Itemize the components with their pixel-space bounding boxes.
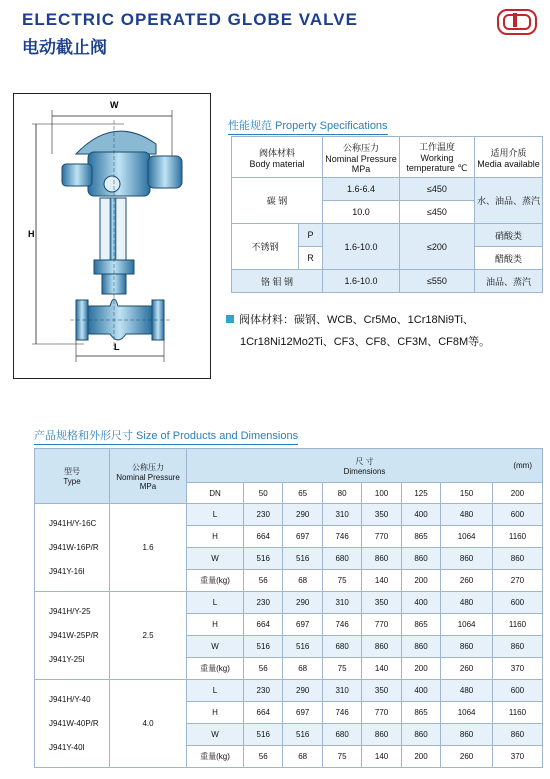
- dimension-value: 370: [492, 658, 542, 680]
- material-note-line2: 1Cr18Ni12Mo2Ti、CF3、CF8、CF3M、CF8M等。: [240, 336, 491, 348]
- dimension-value: 1064: [441, 526, 493, 548]
- dimension-value: 400: [401, 592, 440, 614]
- row-label: H: [187, 702, 244, 724]
- dimension-value: 350: [362, 504, 401, 526]
- page-title-en: ELECTRIC OPERATED GLOBE VALVE: [22, 10, 358, 29]
- spec-media-cell: 硝酸类: [474, 224, 542, 247]
- row-label: 重量(kg): [187, 746, 244, 768]
- valve-body: [88, 299, 152, 340]
- spec-section-title: 性能规范 Property Specifications: [228, 117, 388, 135]
- dimension-value: 310: [322, 680, 361, 702]
- dim-head-pressure-en: Nominal Pressure MPa: [116, 472, 180, 491]
- motor-left: [62, 164, 92, 186]
- dim-head-dimensions-en: Dimensions: [343, 466, 386, 476]
- dimension-value: 370: [492, 746, 542, 768]
- l-label: L: [114, 342, 120, 352]
- spec-head-media-en: Media available: [477, 158, 540, 169]
- dim-head-type-cn: 型号: [64, 467, 80, 476]
- motor-right: [148, 156, 182, 188]
- row-label: H: [187, 526, 244, 548]
- dimension-value: 140: [362, 658, 401, 680]
- dn-value: 65: [283, 483, 322, 504]
- dimension-value: 860: [441, 724, 493, 746]
- spec-head-material: [232, 137, 323, 178]
- row-label: W: [187, 548, 244, 570]
- table-row: [35, 680, 543, 702]
- row-label: 重量(kg): [187, 658, 244, 680]
- spec-head-media: [474, 137, 542, 178]
- dimension-value: 860: [362, 548, 401, 570]
- spec-head-temp-cn: 工作温度: [418, 142, 455, 152]
- dimension-value: 600: [492, 592, 542, 614]
- dn-value: 150: [441, 483, 493, 504]
- dimension-value: 860: [492, 548, 542, 570]
- dim-section-title: 产品规格和外形尺寸 Size of Products and Dimensions: [34, 427, 298, 445]
- dim-unit: (mm): [513, 461, 532, 470]
- bullet-square-icon: [226, 315, 234, 323]
- dimension-value: 770: [362, 614, 401, 636]
- model-name: J941H/Y-16C: [49, 518, 97, 528]
- spec-head-pressure-en: Nominal Pressure MPa: [325, 153, 397, 174]
- spec-table: [231, 136, 543, 293]
- dim-head-type-en: Type: [63, 477, 81, 486]
- dn-value: 125: [401, 483, 440, 504]
- dimension-value: 746: [322, 526, 361, 548]
- dimension-value: 860: [441, 548, 493, 570]
- spec-media-cell: 醋酸类: [474, 247, 542, 270]
- dimension-value: 865: [401, 614, 440, 636]
- dimension-value: 230: [244, 504, 283, 526]
- spec-sub-r: R: [298, 247, 322, 270]
- material-note: [226, 309, 546, 353]
- company-logo: [497, 9, 537, 35]
- dimension-value: 600: [492, 504, 542, 526]
- dimension-value: 746: [322, 614, 361, 636]
- model-cell: [35, 592, 110, 680]
- dimension-value: 1160: [492, 614, 542, 636]
- spec-pressure-cell: 1.6-10.0: [322, 224, 399, 270]
- dimension-value: 480: [441, 504, 493, 526]
- table-row: [35, 592, 543, 614]
- dimension-value: 200: [401, 746, 440, 768]
- spec-sub-p: P: [298, 224, 322, 247]
- dimension-value: 140: [362, 746, 401, 768]
- dimension-value: 697: [283, 702, 322, 724]
- dimension-value: 200: [401, 570, 440, 592]
- spec-pressure-cell: 1.6-6.4: [322, 178, 399, 201]
- dn-value: 100: [362, 483, 401, 504]
- dimension-value: 770: [362, 526, 401, 548]
- dimension-value: 480: [441, 680, 493, 702]
- dim-head-dimensions-cn: 尺 寸: [355, 456, 374, 466]
- spec-temp-cell: ≤200: [399, 224, 474, 270]
- dimension-value: 664: [244, 614, 283, 636]
- dn-value: 200: [492, 483, 542, 504]
- dimension-value: 860: [362, 636, 401, 658]
- dimension-value: 56: [244, 746, 283, 768]
- spec-head-material-cn: 阀体材料: [258, 147, 295, 158]
- dimension-value: 697: [283, 526, 322, 548]
- dimension-value: 1064: [441, 702, 493, 724]
- dim-head-pressure: [110, 449, 187, 504]
- dimension-value: 1160: [492, 702, 542, 724]
- spec-temp-cell: ≤450: [399, 178, 474, 201]
- dimension-value: 860: [401, 724, 440, 746]
- valve-drawing: [13, 93, 211, 379]
- logo-inner-ring: [503, 14, 531, 30]
- dimension-value: 140: [362, 570, 401, 592]
- row-label: L: [187, 504, 244, 526]
- spec-head-material-en: Body material: [249, 158, 305, 169]
- row-label: H: [187, 614, 244, 636]
- dimension-value: 75: [322, 746, 361, 768]
- dimension-value: 230: [244, 592, 283, 614]
- dimension-value: 697: [283, 614, 322, 636]
- row-label: L: [187, 592, 244, 614]
- dn-value: 50: [244, 483, 283, 504]
- dimension-value: 75: [322, 658, 361, 680]
- dn-label: DN: [187, 483, 244, 504]
- spec-head-pressure: [322, 137, 399, 178]
- stem: [110, 198, 116, 262]
- pressure-cell: 4.0: [110, 680, 187, 768]
- material-note-line1: [226, 309, 546, 331]
- handwheel: [76, 131, 156, 154]
- dimension-value: 400: [401, 504, 440, 526]
- row-label: W: [187, 636, 244, 658]
- dimension-value: 310: [322, 504, 361, 526]
- dimension-value: 516: [283, 636, 322, 658]
- dimension-value: 400: [401, 680, 440, 702]
- dimension-value: 680: [322, 548, 361, 570]
- dimension-value: 860: [362, 724, 401, 746]
- dimension-value: 68: [283, 658, 322, 680]
- spec-pressure-cell: 10.0: [322, 201, 399, 224]
- model-name: J941H/Y-40: [49, 694, 91, 704]
- dimension-value: 290: [283, 592, 322, 614]
- spec-head-pressure-cn: 公称压力: [342, 142, 379, 153]
- model-cell: [35, 680, 110, 768]
- dimension-value: 75: [322, 570, 361, 592]
- dimension-value: 68: [283, 570, 322, 592]
- dimension-value: 860: [401, 636, 440, 658]
- model-name: J941W-25P/R: [49, 630, 99, 640]
- dimension-value: 1064: [441, 614, 493, 636]
- dimensions-table: [34, 448, 543, 768]
- dimension-value: 746: [322, 702, 361, 724]
- dimension-value: 600: [492, 680, 542, 702]
- model-name: J941W-16P/R: [49, 542, 99, 552]
- model-name: J941H/Y-25: [49, 606, 91, 616]
- model-name: J941W-40P/R: [49, 718, 99, 728]
- dimension-value: 860: [492, 724, 542, 746]
- table-row: [35, 504, 543, 526]
- dimension-value: 260: [441, 570, 493, 592]
- dimension-value: 350: [362, 592, 401, 614]
- dimension-value: 200: [401, 658, 440, 680]
- dimension-value: 230: [244, 680, 283, 702]
- row-label: L: [187, 680, 244, 702]
- dimension-value: 310: [322, 592, 361, 614]
- spec-temp-cell: ≤450: [399, 201, 474, 224]
- dimension-value: 290: [283, 504, 322, 526]
- dimension-value: 664: [244, 526, 283, 548]
- dim-head-type: [35, 449, 110, 504]
- spec-media-cell: 水、油品、蒸汽: [474, 178, 542, 224]
- dimension-value: 865: [401, 702, 440, 724]
- dimension-value: 480: [441, 592, 493, 614]
- model-name: J941Y-40I: [49, 742, 85, 752]
- actuator-body: [88, 152, 150, 196]
- spec-material-chrome-moly: 铬 钼 钢: [232, 270, 323, 293]
- dimension-value: 270: [492, 570, 542, 592]
- dn-value: 80: [322, 483, 361, 504]
- pressure-cell: 1.6: [110, 504, 187, 592]
- dimension-value: 516: [244, 636, 283, 658]
- dimension-value: 680: [322, 636, 361, 658]
- w-label: W: [110, 100, 119, 110]
- dimension-value: 516: [244, 724, 283, 746]
- dimension-value: 865: [401, 526, 440, 548]
- dim-head-pressure-cn: 公称压力: [132, 462, 164, 472]
- spec-media-cell: 油品、蒸汽: [474, 270, 542, 293]
- dimension-value: 664: [244, 702, 283, 724]
- spec-head-temp-en: Working temperature ℃: [406, 153, 468, 173]
- model-cell: [35, 504, 110, 592]
- dimension-value: 860: [401, 548, 440, 570]
- material-note-text1: 阀体材料：碳钢、WCB、Cr5Mo、1Cr18Ni9Ti、: [239, 314, 474, 326]
- row-label: W: [187, 724, 244, 746]
- dimension-value: 56: [244, 570, 283, 592]
- spec-temp-cell: ≤550: [399, 270, 474, 293]
- spec-pressure-cell: 1.6-10.0: [322, 270, 399, 293]
- dimension-value: 260: [441, 658, 493, 680]
- dimension-value: 516: [283, 548, 322, 570]
- logo-mark: [513, 13, 517, 27]
- dimension-value: 770: [362, 702, 401, 724]
- dimension-value: 56: [244, 658, 283, 680]
- dim-head-dimensions: [187, 449, 543, 483]
- spec-material-carbon: 碳 钢: [232, 178, 323, 224]
- dimension-value: 680: [322, 724, 361, 746]
- dimension-value: 1160: [492, 526, 542, 548]
- model-name: J941Y-16I: [49, 566, 85, 576]
- h-label: H: [28, 229, 35, 239]
- dimension-value: 350: [362, 680, 401, 702]
- spec-material-stainless: 不锈钢: [232, 224, 299, 270]
- row-label: 重量(kg): [187, 570, 244, 592]
- dimension-value: 860: [441, 636, 493, 658]
- dimension-value: 516: [244, 548, 283, 570]
- pressure-cell: 2.5: [110, 592, 187, 680]
- indicator-dial: [104, 176, 120, 192]
- dimension-value: 290: [283, 680, 322, 702]
- model-name: J941Y-25I: [49, 654, 85, 664]
- spec-head-media-cn: 适用介质: [490, 147, 527, 158]
- dimension-value: 860: [492, 636, 542, 658]
- dimension-value: 516: [283, 724, 322, 746]
- dimension-value: 68: [283, 746, 322, 768]
- dimension-value: 260: [441, 746, 493, 768]
- spec-head-temp: [399, 137, 474, 178]
- page-title-cn: 电动截止阀: [22, 38, 107, 57]
- valve-diagram-svg: [14, 94, 210, 378]
